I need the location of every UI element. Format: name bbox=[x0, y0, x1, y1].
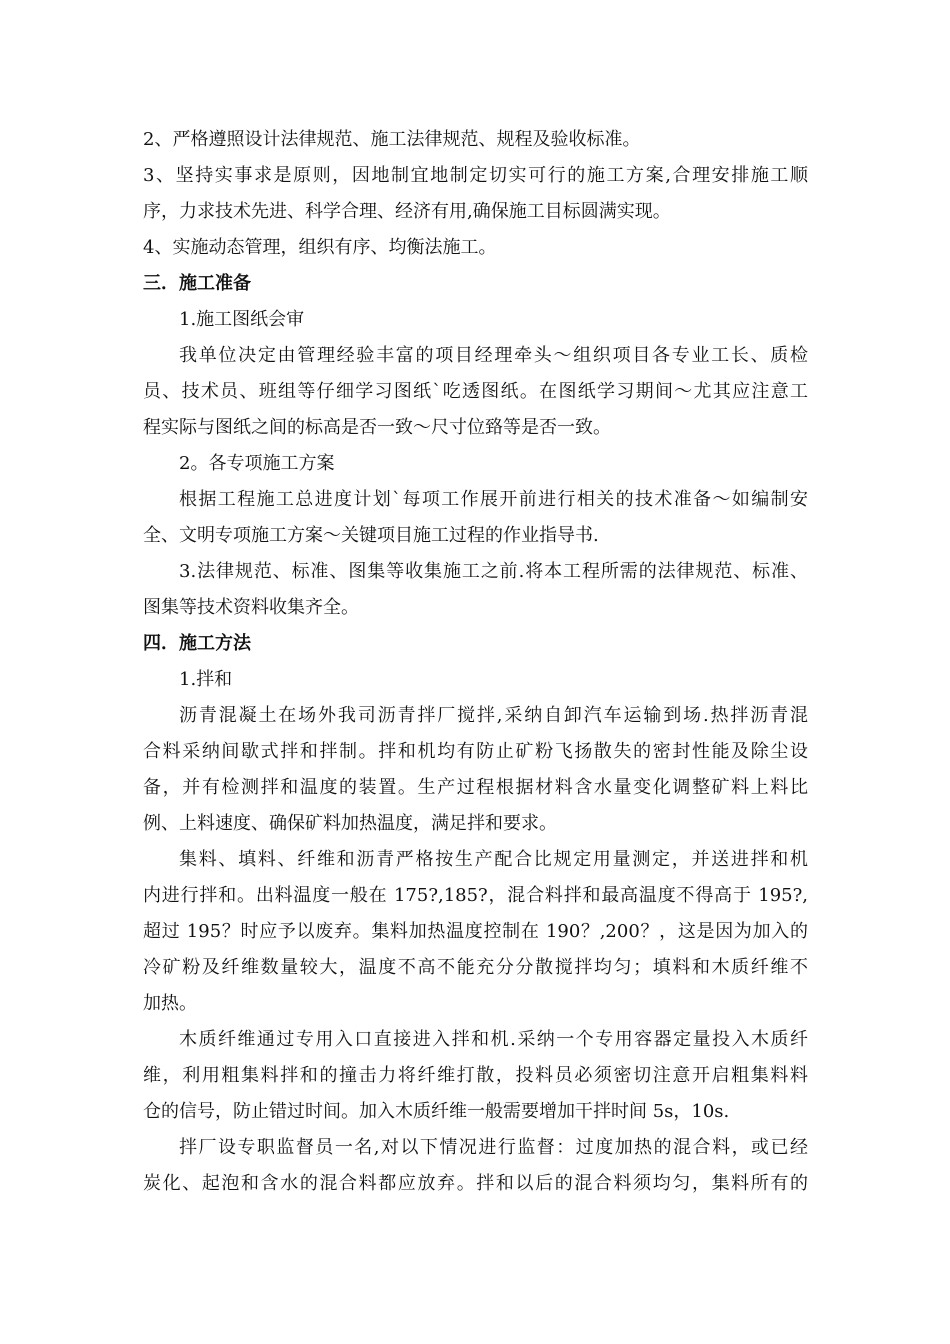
intro-item-3-line-1: 3、坚持实事求是原则，因地制宜地制定切实可行的施工方案,合理安排施工顺 bbox=[143, 165, 808, 186]
section-4-para-2-line-2: 内进行拌和。出料温度一般在 175?,185?，混合料拌和最高温度不得高于 195?, bbox=[143, 885, 808, 906]
section-3-sub-2-line-2: 全、文明专项施工方案～关键项目施工过程的作业指导书. bbox=[143, 525, 599, 546]
section-4-sub-1-title: 1.拌和 bbox=[179, 669, 233, 690]
intro-item-2: 2、严格遵照设计法律规范、施工法律规范、规程及验收标准。 bbox=[143, 129, 641, 150]
section-4-para-3-line-1: 木质纤维通过专用入口直接进入拌和机.采纳一个专用容器定量投入木质纤 bbox=[179, 1029, 808, 1050]
section-3-sub-1-line-3: 程实际与图纸之间的标高是否一致～尺寸位臵等是否一致。 bbox=[143, 417, 611, 438]
document-body bbox=[143, 122, 808, 1202]
section-3-sub-1-title: 1.施工图纸会审 bbox=[179, 309, 305, 330]
intro-item-3-line-2: 序，力求技术先进、科学合理、经济有用,确保施工目标圆满实现。 bbox=[143, 201, 671, 222]
section-4-para-2-line-3: 超过 195？时应予以废弃。集料加热温度控制在 190？,200？，这是因为加入的 bbox=[143, 921, 808, 942]
section-4-para-1-line-2: 合料采纳间歇式拌和拌制。拌和机均有防止矿粉飞扬散失的密封性能及除尘设 bbox=[143, 741, 808, 762]
section-4-para-1-line-1: 沥青混凝土在场外我司沥青拌厂搅拌,采纳自卸汽车运输到场.热拌沥青混 bbox=[179, 705, 808, 726]
section-4-para-3-line-2: 维，利用粗集料拌和的撞击力将纤维打散，投料员必须密切注意开启粗集料料 bbox=[143, 1065, 808, 1086]
section-4-para-1-line-3: 备，并有检测拌和温度的装置。生产过程根据材料含水量变化调整矿料上料比 bbox=[143, 777, 808, 798]
section-4-para-4-line-1: 拌厂设专职监督员一名,对以下情况进行监督：过度加热的混合料，或已经 bbox=[179, 1137, 808, 1158]
section-3-heading: 三．施工准备 bbox=[143, 273, 251, 294]
section-4-para-2-line-5: 加热。 bbox=[143, 993, 197, 1014]
section-4-heading: 四．施工方法 bbox=[143, 633, 251, 654]
section-3-sub-3-line-1: 3.法律规范、标准、图集等收集施工之前.将本工程所需的法律规范、标准、 bbox=[179, 561, 808, 582]
section-3-sub-1-line-1: 我单位决定由管理经验丰富的项目经理牵头～组织项目各专业工长、质检 bbox=[179, 345, 808, 366]
intro-item-4: 4、实施动态管理，组织有序、均衡法施工。 bbox=[143, 237, 497, 258]
section-3-sub-2-title: 2。各专项施工方案 bbox=[179, 453, 335, 474]
section-4-para-1-line-4: 例、上料速度、确保矿料加热温度，满足拌和要求。 bbox=[143, 813, 557, 834]
section-4-para-2-line-1: 集料、填料、纤维和沥青严格按生产配合比规定用量测定，并送进拌和机 bbox=[179, 849, 808, 870]
section-4-para-4-line-2: 炭化、起泡和含水的混合料都应放弃。拌和以后的混合料须均匀，集料所有的 bbox=[143, 1173, 808, 1194]
section-4-para-3-line-3: 仓的信号，防止错过时间。加入木质纤维一般需要增加干拌时间 5s，10s. bbox=[143, 1101, 730, 1122]
section-4-para-2-line-4: 冷矿粉及纤维数量较大，温度不高不能充分分散搅拌均匀；填料和木质纤维不 bbox=[143, 957, 808, 978]
section-3-sub-1-line-2: 员、技术员、班组等仔细学习图纸`吃透图纸。在图纸学习期间～尤其应注意工 bbox=[143, 381, 808, 402]
section-3-sub-3-line-2: 图集等技术资料收集齐全。 bbox=[143, 597, 359, 618]
section-3-sub-2-line-1: 根据工程施工总进度计划`每项工作展开前进行相关的技术准备～如编制安 bbox=[179, 489, 808, 510]
